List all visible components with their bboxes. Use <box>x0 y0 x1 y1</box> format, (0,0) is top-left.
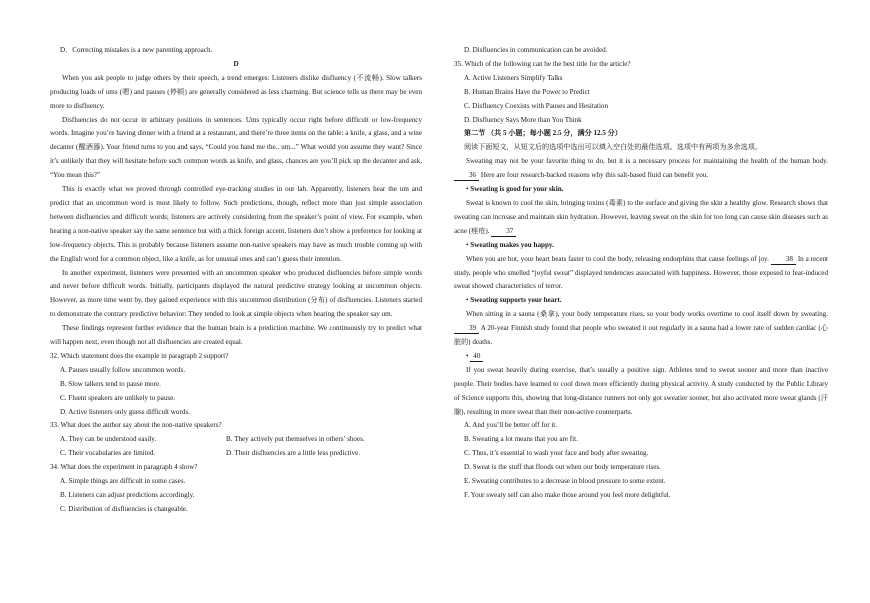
bullet-blank-40: • 40 <box>454 350 828 364</box>
bullet-heading-heart: • Sweating supports your heart. <box>466 296 562 305</box>
skin-text: Sweat is known to cool the skin, bringing toxins (毒素) to the surface and giving the skin a healthy glow. Research shows that sweating can increase and maintain skin hydration. However, leaving sweat on the skin for too long can cause skin diseases such as acne (痤疮). <box>454 198 828 235</box>
choice-b[interactable]: B. Sweating a lot means that you are fit. <box>464 435 578 444</box>
blank-36[interactable]: 36 <box>454 171 479 181</box>
passage-paragraph-1: When you ask people to judge others by their speech, a trend emerges: Listeners dislike disfluency (不流畅). Slow talkers producing loads of ums (嗯) and pauses (停顿) are generally considered as less charming. But science tells us there may be even more to disfluency. <box>50 73 422 110</box>
question-33-options-row-2 <box>50 447 422 461</box>
prev-question-option-d: D．Correcting mistakes is a new parenting approach. <box>60 46 213 54</box>
part-2-heading: 第二节 （共 5 小题；每小题 2.5 分，满分 12.5 分） <box>464 129 622 138</box>
blank-38[interactable]: 38 <box>771 255 796 265</box>
question-33-option-d[interactable]: D. Their disfluencies are a little less predictive. <box>226 449 361 458</box>
question-33-option-a[interactable]: A. They can be understood easily. <box>60 435 157 444</box>
question-33-option-b[interactable]: B. They actively put themselves in others’ shoes. <box>226 435 365 444</box>
question-35-option-b[interactable]: B. Human Brains Have the Power to Predict <box>464 87 590 96</box>
question-34-option-b[interactable]: B. Listeners can adjust predictions accordingly. <box>60 491 195 499</box>
bullet-heading-happy: • Sweating makes you happy. <box>466 240 554 249</box>
question-32-stem: 32. Which statement does the example in paragraph 2 support? <box>50 351 229 360</box>
question-34-option-c[interactable]: C. Distribution of disfluencies is changeable. <box>60 504 188 513</box>
passage-paragraph-3: This is exactly what we proved through controlled eye-tracking studies in our lab. Apparently, listeners hear the um and predict that an uncommon word is most likely to follow. Such predictions, though, reflect more than just simple association between disfluencies and difficult words; listeners are actively considering from the speaker’s point of view. For example, when hearing a non-native speaker say the same sentence but with a thick foreign accent, listeners don’t show a preference for looking at low-frequency objects. This is probably because listeners assume non-native speakers may have as much trouble coming up with the English word for a common object, like a knife, as for unusual ones and can’t guess their intention. <box>50 185 422 263</box>
intro-paragraph <box>454 155 828 183</box>
bullet-heart-text: Sweating supports your heart. <box>470 296 562 305</box>
blank-39[interactable]: 39 <box>454 324 479 334</box>
passage-paragraph-2: Disfluencies do not occur in arbitrary positions in sentences. Ums typically occur right before difficult or low-frequency words. Imagine you’re having dinner with a friend at a restaurant, and there’re three items on the table: a knife, a glass, and a wine decanter (醒酒器). Your friend turns to you and says, “Could you hand me the.. um...” What would you assume they want? Since it’s unlikely that they will hesitate before such common words as knife, and glass, chances are you’ll pick up the decanter and ask, “You mean this?” <box>50 115 422 180</box>
happy-text-a: When you are hot, your heart beats faster to cool the body, releasing endorphins that cause feelings of joy. <box>466 254 769 263</box>
happy-text-b: In a recent study, people who smelled “joyful sweat” displayed tendencies associated with happiness. However, those exposed to fear-induced sweat showed characteristics of terror. <box>454 254 828 291</box>
choice-c[interactable]: C. Thus, it’s essential to wash your face and body after sweating. <box>464 449 649 458</box>
question-32-option-a[interactable]: A. Pauses usually follow uncommon words. <box>60 365 186 374</box>
heart-text-b: A 20-year Finnish study found that people who sweated it out regularly in a sauna had a lower rate of sudden cardiac (心脏的) deaths. <box>454 324 829 347</box>
question-32-option-d[interactable]: D. Active listeners only guess difficult words. <box>60 407 190 416</box>
question-34-stem: 34. What does the experiment in paragraph 4 show? <box>50 463 198 472</box>
choice-f[interactable]: F. Your sweaty self can also make those around you feel more delightful. <box>464 491 671 499</box>
question-34-option-d[interactable]: D. Disfluencies in communication can be avoided. <box>464 46 608 54</box>
right-column <box>454 44 828 503</box>
question-33-option-c[interactable]: C. Their vocabularies are limited. <box>60 449 156 458</box>
passage-paragraph-5: These findings represent further evidence that the human brain is a prediction machine. We continuously try to predict what will happen next, even though not all disfluencies are created equal. <box>50 324 422 347</box>
intro-text-a: Sweating may not be your favorite thing to do, but it is a necessary process for maintaining the health of the human body. <box>466 157 828 166</box>
question-35-option-c[interactable]: C. Disfluency Coexists with Pauses and Hesitation <box>464 101 609 110</box>
question-34-option-a[interactable]: A. Simple things are difficult in some cases. <box>60 477 186 486</box>
part-2-instruction: 阅读下面短文，从短文后的选项中选出可以填入空白处的最佳选项。选项中有两项为多余选项。 <box>464 143 762 152</box>
choice-d[interactable]: D. Sweat is the stuff that floods out when our body temperature rises. <box>464 463 661 472</box>
blank-40[interactable]: 40 <box>470 352 483 362</box>
question-32-option-c[interactable]: C. Fluent speakers are unlikely to pause. <box>60 393 176 402</box>
choice-a[interactable]: A. And you’ll be better off for it. <box>464 421 558 430</box>
left-column <box>50 44 422 517</box>
section-label-d: D <box>233 59 239 68</box>
question-32-option-b[interactable]: B. Slow talkers tend to pause more. <box>60 379 161 388</box>
bullet-heading-skin: • Sweating is good for your skin. <box>466 185 564 194</box>
skin-paragraph <box>454 197 828 239</box>
passage-paragraph-4: In another experiment, listeners were presented with an uncommon speaker who produced disfluencies before simple words and never before difficult words. Initially, participants displayed the natural predictive strategy looking at uncommon objects. However, as more time went by, they gained experience with this uncommon distribution (分布) of disfluencies. Listeners started to demonstrate the contrary predictive behavior: They tended to look at simple objects when hearing the speaker say um. <box>50 268 422 319</box>
question-33-options-row-1 <box>50 433 422 447</box>
question-35-option-d[interactable]: D. Disfluency Says More than You Think <box>464 115 582 124</box>
heart-text-a: When sitting in a sauna (桑拿), your body temperature rises, so your body works overtime to cool itself down by sweating. <box>466 310 828 319</box>
heart-paragraph <box>454 308 828 350</box>
bullet-skin-text: Sweating is good for your skin. <box>470 185 564 194</box>
bullet-happy-text: Sweating makes you happy. <box>470 240 554 249</box>
question-35-option-a[interactable]: A. Active Listeners Simplify Talks <box>464 73 563 82</box>
question-35-stem: 35. Which of the following can be the best title for the article? <box>454 59 631 68</box>
blank-37[interactable]: 37 <box>491 227 516 237</box>
exercise-paragraph: If you sweat heavily during exercise, that’s usually a positive sign. Athletes tend to sweat sooner and more than inactive people. Their bodies have learned to cool down more efficiently during physical activity. A study conducted by the Public Library of Science supports this, showing that long-distance runners not only got sweatier sooner, but also activated more sweat glands (汗腺), resulting in more sweat than their non-active counterparts. <box>454 365 828 416</box>
intro-text-b: Here are four research-backed reasons why this salt-based fluid can benefit you. <box>480 171 709 180</box>
happy-paragraph <box>454 253 828 295</box>
question-33-stem: 33. What does the author say about the non-native speakers? <box>50 421 222 430</box>
choice-e[interactable]: E. Sweating contributes to a decrease in blood pressure to some extent. <box>464 477 666 486</box>
